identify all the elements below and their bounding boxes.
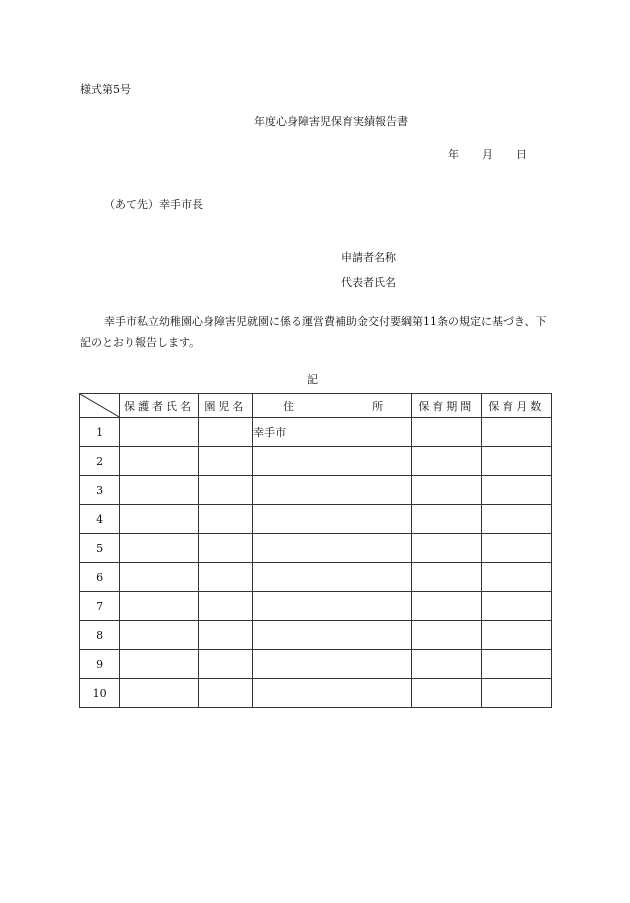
diagonal-line xyxy=(80,394,119,417)
address-cell[interactable] xyxy=(253,476,412,505)
care-period-cell[interactable] xyxy=(412,447,481,476)
address-cell[interactable] xyxy=(253,563,412,592)
date-year-label: 年 xyxy=(448,148,459,161)
child-name-cell[interactable] xyxy=(198,418,252,447)
header-care-months: 保育月数 xyxy=(481,394,551,418)
child-name-cell[interactable] xyxy=(198,534,252,563)
child-name-cell[interactable] xyxy=(198,476,252,505)
header-child-name: 園児名 xyxy=(198,394,252,418)
care-months-cell[interactable] xyxy=(481,447,551,476)
child-name-cell[interactable] xyxy=(198,679,252,708)
table-row xyxy=(80,505,552,534)
row-number: 1 xyxy=(80,418,120,447)
child-name-cell[interactable] xyxy=(198,621,252,650)
row-number: 2 xyxy=(80,447,120,476)
table-row xyxy=(80,679,552,708)
document-title: 年度心身障害児保育実績報告書 xyxy=(254,115,408,128)
address-cell[interactable] xyxy=(253,592,412,621)
care-months-cell[interactable] xyxy=(481,505,551,534)
header-address xyxy=(253,394,412,418)
record-heading: 記 xyxy=(307,373,318,386)
care-months-cell[interactable] xyxy=(481,621,551,650)
report-date xyxy=(448,146,527,162)
row-number: 3 xyxy=(80,476,120,505)
guardian-name-cell[interactable] xyxy=(120,563,198,592)
table-row xyxy=(80,534,552,563)
care-period-cell[interactable] xyxy=(412,650,481,679)
header-address-right: 所 xyxy=(372,399,384,413)
table-row xyxy=(80,563,552,592)
table-header-row xyxy=(80,394,552,418)
table-row xyxy=(80,621,552,650)
care-months-cell[interactable] xyxy=(481,534,551,563)
table-row xyxy=(80,476,552,505)
care-months-cell[interactable] xyxy=(481,418,551,447)
child-name-cell[interactable] xyxy=(198,650,252,679)
address-cell[interactable] xyxy=(253,505,412,534)
table-row xyxy=(80,592,552,621)
header-guardian-name: 保護者氏名 xyxy=(120,394,198,418)
guardian-name-cell[interactable] xyxy=(120,447,198,476)
care-months-cell[interactable] xyxy=(481,563,551,592)
care-period-cell[interactable] xyxy=(412,476,481,505)
body-text: 幸手市私立幼稚園心身障害児就園に係る運営費補助金交付要綱第11条の規定に基づき、下記のとおり報告します。 xyxy=(80,315,547,349)
care-months-cell[interactable] xyxy=(481,679,551,708)
guardian-name-cell[interactable] xyxy=(120,679,198,708)
care-period-cell[interactable] xyxy=(412,679,481,708)
care-months-cell[interactable] xyxy=(481,592,551,621)
guardian-name-cell[interactable] xyxy=(120,534,198,563)
row-number: 9 xyxy=(80,650,120,679)
row-number: 8 xyxy=(80,621,120,650)
child-name-cell[interactable] xyxy=(198,447,252,476)
applicant-name-label: 申請者名称 xyxy=(341,251,396,264)
table-row xyxy=(80,447,552,476)
care-period-cell[interactable] xyxy=(412,563,481,592)
care-months-cell[interactable] xyxy=(481,650,551,679)
address-cell[interactable] xyxy=(253,621,412,650)
child-name-cell[interactable] xyxy=(198,505,252,534)
table-row xyxy=(80,418,552,447)
guardian-name-cell[interactable] xyxy=(120,650,198,679)
representative-name-label: 代表者氏名 xyxy=(341,276,396,289)
guardian-name-cell[interactable] xyxy=(120,592,198,621)
corner-cell xyxy=(80,394,120,418)
row-number: 5 xyxy=(80,534,120,563)
care-period-cell[interactable] xyxy=(412,418,481,447)
row-number: 6 xyxy=(80,563,120,592)
row-number: 7 xyxy=(80,592,120,621)
child-name-cell[interactable] xyxy=(198,563,252,592)
header-care-period: 保育期間 xyxy=(412,394,481,418)
date-day-label: 日 xyxy=(516,148,527,161)
address-cell[interactable] xyxy=(253,534,412,563)
address-cell[interactable]: 幸手市 xyxy=(253,418,412,447)
table-row xyxy=(80,650,552,679)
care-period-cell[interactable] xyxy=(412,592,481,621)
address-cell[interactable] xyxy=(253,447,412,476)
header-address-left: 住 xyxy=(283,399,295,413)
guardian-name-cell[interactable] xyxy=(120,621,198,650)
date-month-label: 月 xyxy=(482,148,493,161)
row-number: 4 xyxy=(80,505,120,534)
care-period-cell[interactable] xyxy=(412,534,481,563)
guardian-name-cell[interactable] xyxy=(120,476,198,505)
address-cell[interactable] xyxy=(253,679,412,708)
child-name-cell[interactable] xyxy=(198,592,252,621)
addressee: （あて先）幸手市長 xyxy=(104,198,203,211)
form-number: 様式第5号 xyxy=(80,83,131,96)
guardian-name-cell[interactable] xyxy=(120,418,198,447)
report-table xyxy=(79,393,552,708)
care-period-cell[interactable] xyxy=(412,505,481,534)
care-period-cell[interactable] xyxy=(412,621,481,650)
row-number: 10 xyxy=(80,679,120,708)
guardian-name-cell[interactable] xyxy=(120,505,198,534)
care-months-cell[interactable] xyxy=(481,476,551,505)
address-cell[interactable] xyxy=(253,650,412,679)
